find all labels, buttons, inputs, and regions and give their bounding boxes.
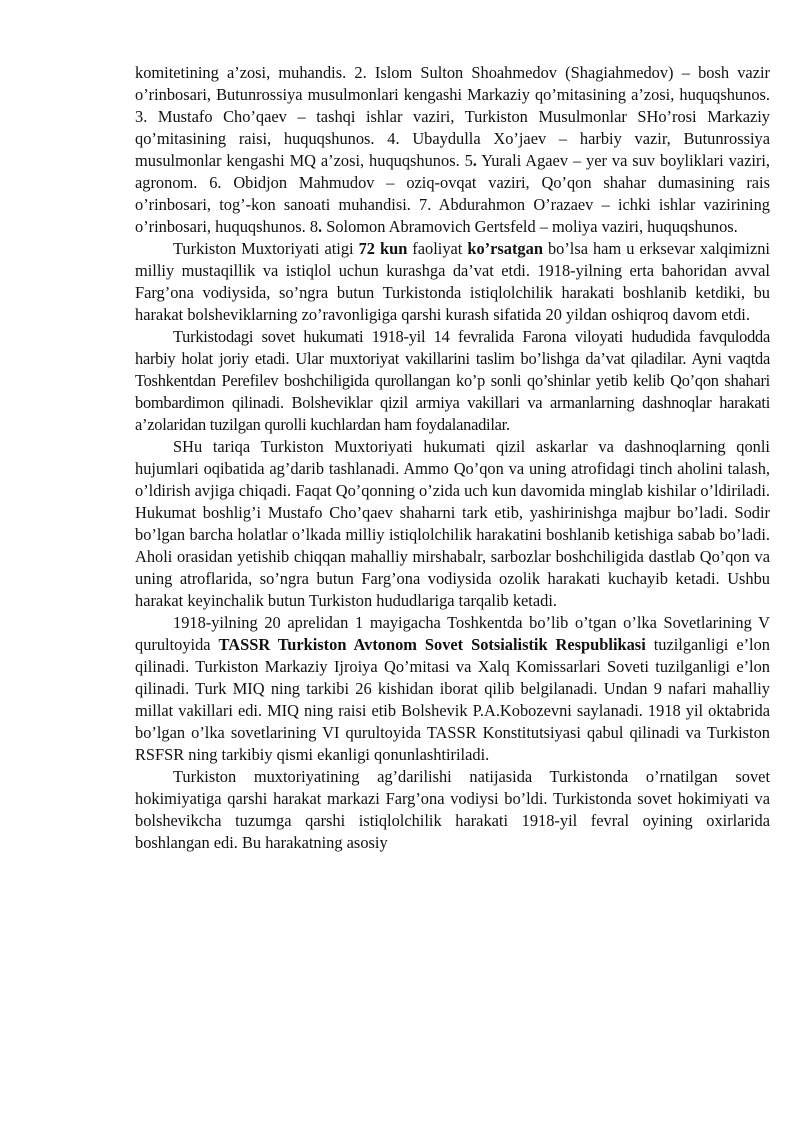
text-segment: Solomon Abramovich Gertsfeld – moliya vaziri, huquqshunos.: [322, 217, 738, 236]
text-segment: bo’lsa ham u erksevar xalqimizni milliy mustaqillik va istiqlol uchun kurashga da’vat etdi. 1918-yilning erta bahoridan avval Farg’ona vodiysida, so’ngra butun Turkistonda istiqlolchilik harakati boshlanib ketdiki, bu harakat bolsheviklarning zo’ravonligiga qarshi kurash sifatida 20 yildan oshiqroq davom etdi.: [135, 239, 770, 324]
text-segment: Turkiston muxtoriyatining ag’darilishi natijasida Turkistonda o’rnatilgan sovet hokimiyatiga qarshi harakat markazi Farg’ona vodiysi bo’ldi. Turkistonda sovet hokimiyati va bolshevikcha tuzumga qarshi istiqlolchilik harakati 1918-yil fevral oyining oxirlarida boshlangan edi. Bu harakatning asosiy: [135, 767, 770, 852]
text-segment: SHu tariqa Turkiston Muxtoriyati hukumati qizil askarlar va dashnoqlarning qonli hujumlari oqibatida ag’darib tashlanadi. Ammo Qo’qon va uning atrofidagi tinch aholini talash, o’ldirish avjiga chiqadi. Faqat Qo’qonning o’zida uch kun davomida minglab kishilar o’ldiriladi. Hukumat boshlig’i Mustafo Cho’qaev shaharni tark etib, yashirinishga majbur bo’ladi. Sodir bo’lgan barcha holatlar o’lkada milliy istiqlolchilik harakatini boshlanib ketishiga sabab bo’ladi. Aholi orasidan yetishib chiqqan mahalliy mirshabalr, sarbozlar boshchiligida dastlab Qo’qon va uning atroflarida, so’ngra butun Farg’ona vodiysida ozolik harakati kuchayib ketadi. Ushbu harakat keyinchalik butun Turkiston hududlariga tarqalib ketadi.: [135, 437, 771, 610]
text-segment: tuzilganligi e’lon qilinadi. Turkiston Markaziy Ijroiya Qo’mitasi va Xalq Komissarlari Soveti tuzilganligi e’lon qilinadi. Turk MIQ ning tarkibi 26 kishidan iborat qilib belgilanadi. Undan 9 nafari mahalliy millat vakillari edi. MIQ ning raisi etib Bolshevik P.A.Kobozevni saylanadi. 1918 yil oktabrida bo’lgan o’lka sovetlarining VI qurultoyida TASSR Konstitutsiyasi qabul qilinadi va Turkiston RSFSR ning tarkibiy qismi ekanligi qonunlashtiriladi.: [135, 635, 770, 764]
text-segment: 1918-yilning 20 aprelidan 1 mayigacha Toshkentda bo’lib o’tgan o’lka Sovetlarining V qurultoyida: [135, 613, 770, 654]
text-segment: Turkiston Muxtoriyati atigi: [173, 239, 359, 258]
bold-segment: TASSR Turkiston Avtonom Sovet Sotsialistik Respublikasi: [218, 635, 646, 654]
bold-segment: .: [318, 217, 323, 236]
text-segment: Turkistodagi sovet hukumati 1918-yil 14 fevralida Farona viloyati hududida favqulodda harbiy holat joriy etadi. Ular muxtoriyat vakillarini taslim bo’lishga da’vat qiladilar. Ayni vaqtda Toshkentdan Perefilev boshchiligida qurollangan ko’p sonli qo’shinlar yetib kelib Qo’qon shahari bombardimon qilinadi. Bolsheviklar qizil armiya vakillari va armanlarning dashnoqlar harakati a’zolaridan tuzilgan qurolli kuchlardan ham foydalanadilar.: [135, 327, 770, 434]
bold-segment: 72 kun: [358, 239, 408, 258]
paragraph-6: [135, 766, 770, 854]
paragraph-2: [135, 238, 770, 326]
bold-segment: ko’rsatgan: [467, 239, 543, 258]
paragraph-3: [135, 326, 770, 436]
document-page: [135, 62, 770, 854]
paragraph-5: [135, 612, 770, 766]
text-segment: faoliyat: [407, 239, 468, 258]
text-segment: Yurali Agaev – yer va suv boyliklari vaziri, agronom. 6. Obidjon Mahmudov – oziq-ovqat vaziri, Qo’qon shahar dumasining rais o’rinbosari, tog’-kon sanoati muhandisi. 7. Abdurahmon O’razaev – ichki ishlar vazirining o’rinbosari, huquqshunos. 8: [135, 151, 771, 236]
paragraph-1: [135, 62, 770, 238]
paragraph-4: [135, 436, 770, 612]
text-segment: komitetining a’zosi, muhandis. 2. Islom Sulton Shoahmedov (Shagiahmedov) – bosh vazir o’rinbosari, Butunrossiya musulmonlari kengashi Markaziy qo’mitasining a’zosi, huquqshunos. 3. Mustafo Cho’qaev – tashqi ishlar vaziri, Turkiston Musulmonlar SHo’rosi Markaziy qo’mitasining raisi, huquqshunos. 4. Ubaydulla Xo’jaev – harbiy vazir, Butunrossiya musulmonlar kengashi MQ a’zosi, huquqshunos. 5: [135, 63, 770, 170]
bold-segment: .: [472, 151, 477, 170]
